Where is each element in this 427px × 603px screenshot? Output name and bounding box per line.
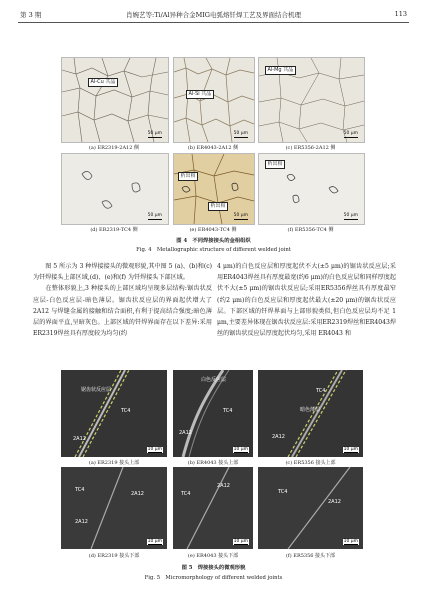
caption-d: (d) ER2319-TC4 侧 — [90, 227, 138, 233]
scale-bar: 10 μm — [343, 539, 358, 544]
interface-lines — [61, 467, 167, 549]
caption-sem-a: (a) ER2319 接头上部 — [88, 460, 140, 466]
scale-bar: 10 μm — [343, 447, 358, 452]
sem-a — [61, 370, 167, 457]
sem-f — [258, 467, 363, 549]
label-tc4: TC4 — [75, 487, 85, 493]
label-white-layer: 白色反应层 — [201, 377, 227, 383]
caption-sem-c: (c) ER5356 接头上部 — [285, 460, 336, 466]
label-al-cu-eutectic: Al-Cu 共晶 — [88, 78, 118, 87]
scale-bar: 50 μm — [344, 213, 358, 220]
label-precipitate: 析出相 — [178, 172, 198, 181]
figure-5-title-cn: 图 5 焊接接头的微观形貌 — [181, 565, 246, 571]
body-text-right: 4 μm)的白色反应层和厚度起伏不大(±5 μm)的锯齿状反应层;采用ER4043焊丝具有厚度最宽(约6 μm)的白色反应层和同样厚度起伏不大(±5 μm)的锯齿状反应层;采用ER5356焊丝具有厚度最窄(约2 μm)的白色反应层和厚度起伏最大(±20 μm)的锯齿状反应层。下部区域的钎焊界面与上部形貌类似,但白色反应层均不足 1 μm,主要差异体现在锯齿状反应层:采用ER2319焊丝和ER4043焊丝的锯齿状反应层厚度起伏均匀,采用 ER4043 和 — [217, 263, 396, 338]
label-precipitate-2: 析出相 — [208, 202, 228, 211]
figure-4-title-en: Fig. 4 Metallographic structure of different welded joint — [136, 247, 291, 253]
scale-bar: 50 μm — [148, 213, 162, 220]
caption-b: (b) ER4043-2A12 侧 — [187, 145, 239, 151]
label-tc4: TC4 — [278, 489, 288, 495]
scale-bar: 50 μm — [344, 131, 358, 138]
label-2a12: 2A12 — [73, 436, 86, 442]
label-precipitate: 析出相 — [265, 160, 285, 169]
label-2a12: 2A12 — [328, 499, 341, 505]
page-number: 113 — [394, 10, 407, 18]
issue-number: 第 3 期 — [20, 11, 42, 19]
label-tc4: TC4 — [121, 408, 131, 414]
micrograph-f — [258, 153, 365, 225]
header-rule — [18, 22, 409, 23]
micrograph-d — [61, 153, 169, 225]
label-2a12: 2A12 — [75, 519, 88, 525]
interface-lines — [173, 467, 253, 549]
caption-sem-f: (f) ER5356 接头下部 — [285, 553, 336, 559]
grain-texture — [62, 58, 168, 142]
interface-lines — [173, 370, 253, 457]
sem-d — [61, 467, 167, 549]
scale-bar: 10 μm — [233, 539, 248, 544]
scale-bar: 50 μm — [148, 131, 162, 138]
label-al-si-eutectic: Al-Si 共晶 — [186, 90, 214, 99]
label-sawtooth-layer: 锯齿状反应层 — [81, 387, 112, 393]
label-2a12: 2A12 — [179, 430, 192, 436]
caption-sem-d: (d) ER2319 接头下部 — [88, 553, 140, 559]
scale-bar: 10 μm — [147, 539, 162, 544]
body-text-left: 图 5 所示为 3 种焊接接头的微观形貌,其中图 5 (a)、(b)和(c)为钎焊接头上部区域,(d)、(e)和(f) 为钎焊接头下部区域。 在整体形貌上,3 种接头的上部区域均呈现多层结构:锯齿状反应层-白色反应层-暗色薄层。锯齿状反应层的界面起伏增大了 2A12 与焊缝金属的接触和结合面积,有利于提高结合强度;暗色薄层的界面平直,呈暗灰色。上部区域的钎焊界面存在以下差异:采用ER2319焊丝具有厚度较为均匀(约 — [33, 263, 212, 338]
caption-e: (e) ER4043-TC4 侧 — [189, 227, 237, 233]
scale-bar: 10 μm — [233, 447, 248, 452]
label-2a12: 2A12 — [272, 434, 285, 440]
scale-bar: 10 μm — [147, 447, 162, 452]
label-tc4: TC4 — [223, 408, 233, 414]
figure-4-title-cn: 图 4 不同焊接接头的金相组织 — [176, 238, 251, 244]
micrograph-e — [173, 153, 255, 225]
sem-e — [173, 467, 253, 549]
sem-b — [173, 370, 253, 457]
label-2a12: 2A12 — [217, 483, 230, 489]
interface-lines — [61, 370, 167, 457]
sem-c — [258, 370, 363, 457]
label-al-mg-eutectic: Al-Mg 共晶 — [265, 66, 296, 75]
micrograph-c — [258, 57, 365, 143]
micrograph-a — [61, 57, 169, 143]
scale-bar: 50 μm — [234, 131, 248, 138]
figure-5-title-en: Fig. 5 Micromorphology of different welded joints — [144, 575, 283, 581]
label-tc4: TC4 — [181, 491, 191, 497]
scale-bar: 50 μm — [234, 213, 248, 220]
caption-f: (f) ER5356-TC4 侧 — [287, 227, 334, 233]
grain-texture — [174, 58, 254, 142]
label-dark-layer: 暗色薄层 — [300, 407, 321, 413]
label-tc4: TC4 — [316, 388, 326, 394]
label-2a12: 2A12 — [131, 491, 144, 497]
micrograph-b — [173, 57, 255, 143]
caption-sem-e: (e) ER4043 接头下部 — [187, 553, 239, 559]
interface-lines — [258, 370, 363, 457]
caption-sem-b: (b) ER4043 接头上部 — [187, 460, 239, 466]
interface-lines — [258, 467, 363, 549]
running-title: 肖婉艺等:Ti/Al异种合金MIG电弧熔钎焊工艺及界面结合机理 — [126, 11, 301, 19]
caption-c: (c) ER5356-2A12 侧 — [285, 145, 336, 151]
caption-a: (a) ER2319-2A12 侧 — [88, 145, 140, 151]
